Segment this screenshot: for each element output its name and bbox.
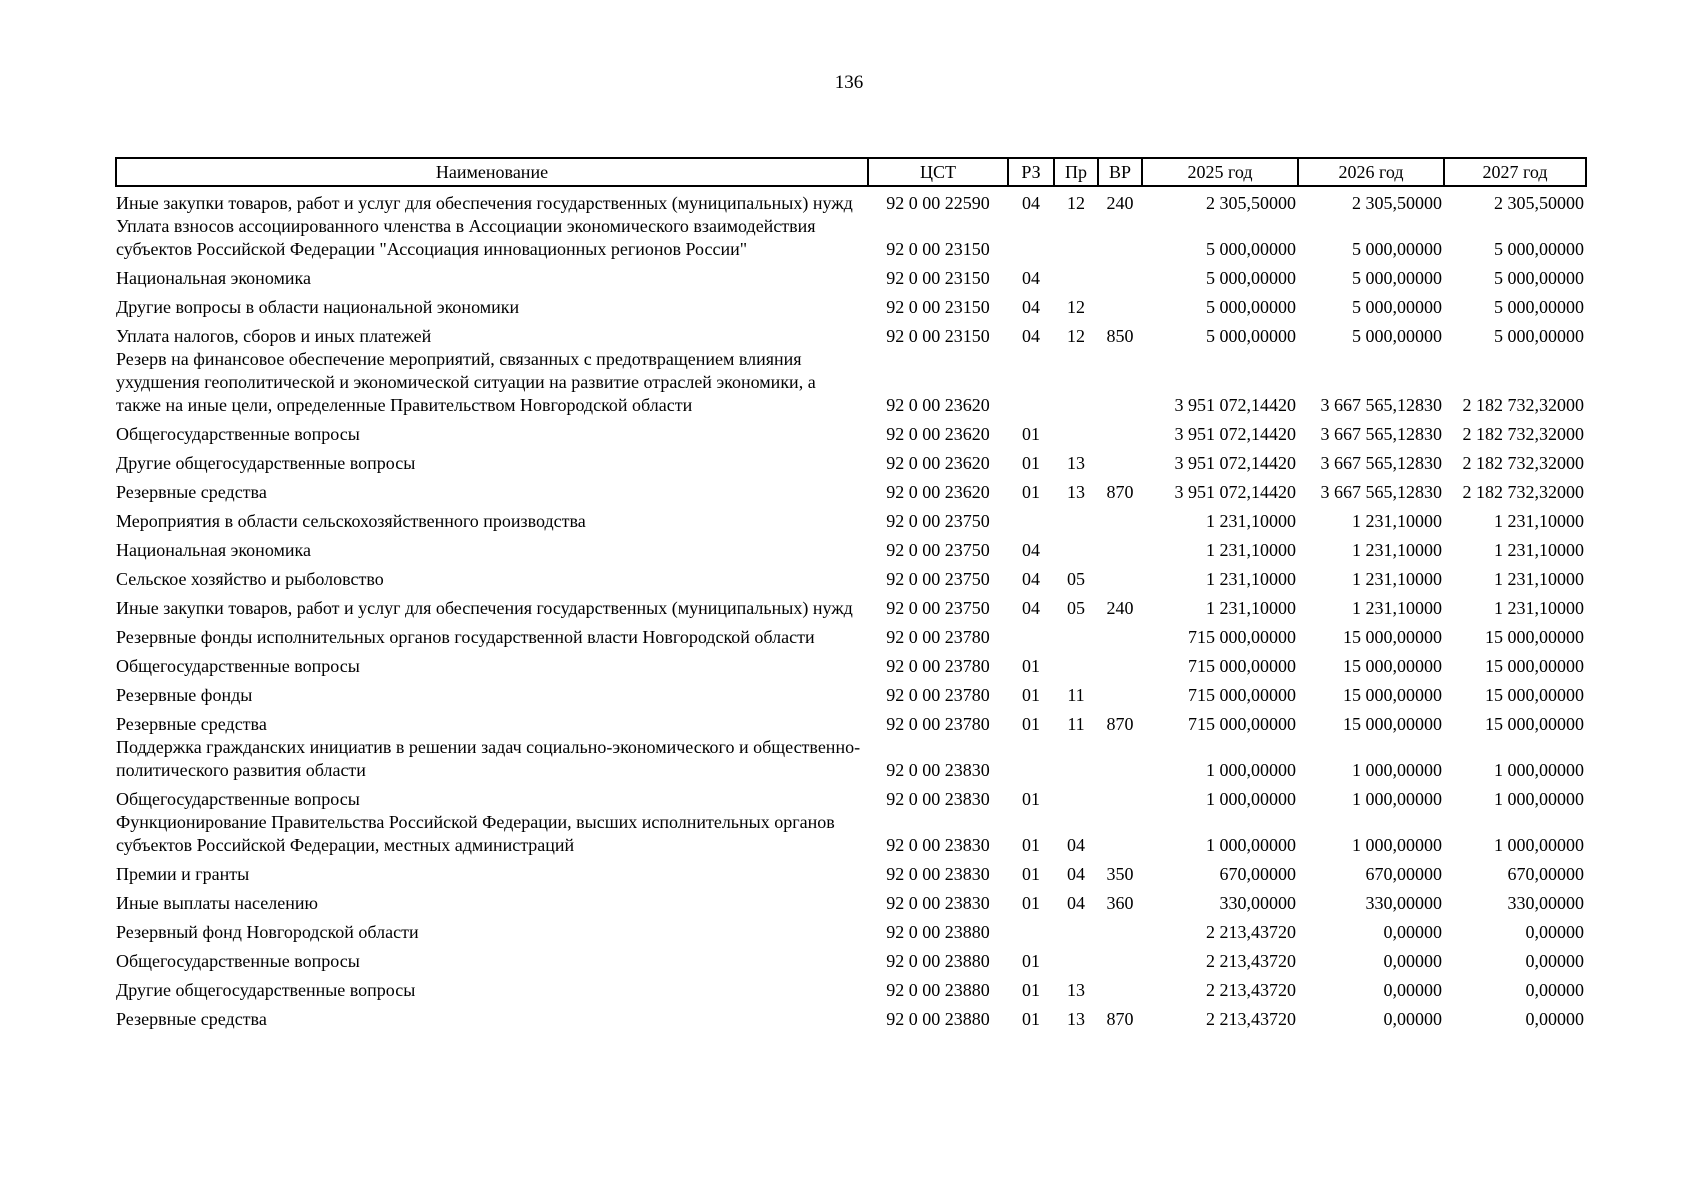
- cell-vr: 870: [1106, 714, 1134, 734]
- table-row: [116, 973, 1586, 1002]
- cell-y2025: 715 000,00000: [1188, 714, 1296, 734]
- cell-y2025: 1 000,00000: [1206, 760, 1296, 780]
- cell-y2026: 1 231,10000: [1352, 540, 1442, 560]
- cell-vr: [1098, 533, 1142, 562]
- cell-pr: 13: [1067, 980, 1085, 1000]
- cell-vr: 870: [1106, 1009, 1134, 1029]
- header-cst: ЦСТ: [868, 158, 1008, 186]
- cell-rz: [1008, 736, 1054, 782]
- cell-cst: 92 0 00 23150: [886, 268, 990, 288]
- cell-name: Сельское хозяйство и рыболовство: [116, 569, 384, 589]
- cell-vr: [1098, 446, 1142, 475]
- cell-pr: 13: [1067, 482, 1085, 502]
- cell-y2025: 670,00000: [1219, 864, 1296, 884]
- cell-vr: [1098, 261, 1142, 290]
- cell-pr: [1054, 736, 1098, 782]
- cell-pr: 13: [1067, 1009, 1085, 1029]
- cell-y2027: 5 000,00000: [1494, 239, 1584, 259]
- cell-rz: [1008, 348, 1054, 417]
- cell-y2025: 5 000,00000: [1206, 268, 1296, 288]
- cell-vr: 240: [1106, 598, 1134, 618]
- cell-cst: 92 0 00 23880: [886, 980, 990, 1000]
- cell-y2027: 1 231,10000: [1494, 598, 1584, 618]
- cell-y2027: 2 182 732,32000: [1462, 424, 1584, 444]
- cell-y2026: 1 000,00000: [1352, 789, 1442, 809]
- header-rz: РЗ: [1008, 158, 1054, 186]
- cell-cst: 92 0 00 23750: [886, 598, 990, 618]
- cell-y2027: 5 000,00000: [1494, 297, 1584, 317]
- cell-cst: 92 0 00 22590: [886, 193, 990, 213]
- cell-y2027: 1 231,10000: [1494, 540, 1584, 560]
- cell-name: Общегосударственные вопросы: [116, 424, 360, 444]
- table-body: [116, 186, 1586, 1031]
- cell-y2026: 670,00000: [1365, 864, 1442, 884]
- cell-name: Мероприятия в области сельскохозяйственного производства: [116, 511, 586, 531]
- cell-y2025: 2 213,43720: [1206, 951, 1296, 971]
- cell-vr: [1098, 736, 1142, 782]
- cell-name: Национальная экономика: [116, 540, 311, 560]
- table-row: [116, 186, 1586, 215]
- cell-name: Другие общегосударственные вопросы: [116, 980, 416, 1000]
- cell-vr: 240: [1106, 193, 1134, 213]
- table-row: [116, 707, 1586, 736]
- cell-pr: 13: [1067, 453, 1085, 473]
- cell-y2026: 15 000,00000: [1343, 685, 1442, 705]
- cell-rz: [1008, 915, 1054, 944]
- table-row: [116, 261, 1586, 290]
- cell-y2026: 3 667 565,12830: [1320, 395, 1442, 415]
- cell-cst: 92 0 00 23830: [886, 835, 990, 855]
- cell-pr: 12: [1067, 297, 1085, 317]
- cell-y2026: 5 000,00000: [1352, 326, 1442, 346]
- cell-pr: [1054, 620, 1098, 649]
- header-2027: 2027 год: [1444, 158, 1586, 186]
- cell-y2025: 5 000,00000: [1206, 326, 1296, 346]
- cell-vr: [1098, 678, 1142, 707]
- cell-y2027: 1 231,10000: [1494, 511, 1584, 531]
- cell-rz: 01: [1022, 656, 1040, 676]
- cell-y2027: 15 000,00000: [1485, 627, 1584, 647]
- table-row: [116, 736, 1586, 782]
- cell-y2026: 1 231,10000: [1352, 511, 1442, 531]
- cell-y2025: 3 951 072,14420: [1174, 424, 1296, 444]
- cell-y2026: 5 000,00000: [1352, 268, 1442, 288]
- cell-y2027: 1 000,00000: [1494, 760, 1584, 780]
- page-number: 136: [834, 72, 864, 93]
- cell-pr: 05: [1067, 569, 1085, 589]
- cell-cst: 92 0 00 23830: [886, 864, 990, 884]
- cell-y2026: 5 000,00000: [1352, 239, 1442, 259]
- cell-pr: 12: [1067, 326, 1085, 346]
- table-row: [116, 475, 1586, 504]
- cell-rz: 04: [1022, 193, 1040, 213]
- cell-cst: 92 0 00 23150: [886, 239, 990, 259]
- budget-table: [115, 157, 1587, 1031]
- cell-vr: 870: [1106, 482, 1134, 502]
- table-row: [116, 811, 1586, 857]
- table-row: [116, 215, 1586, 261]
- table-row: [116, 504, 1586, 533]
- cell-vr: [1098, 782, 1142, 811]
- cell-y2025: 330,00000: [1219, 893, 1296, 913]
- cell-y2026: 3 667 565,12830: [1320, 453, 1442, 473]
- cell-vr: [1098, 973, 1142, 1002]
- cell-rz: 01: [1022, 980, 1040, 1000]
- cell-y2025: 715 000,00000: [1188, 627, 1296, 647]
- cell-rz: [1008, 620, 1054, 649]
- table-header: [116, 158, 1586, 186]
- table-row: [116, 1002, 1586, 1031]
- cell-name: Общегосударственные вопросы: [116, 789, 360, 809]
- cell-y2026: 15 000,00000: [1343, 627, 1442, 647]
- cell-y2027: 5 000,00000: [1494, 268, 1584, 288]
- cell-y2027: 15 000,00000: [1485, 714, 1584, 734]
- cell-y2025: 1 231,10000: [1206, 511, 1296, 531]
- cell-cst: 92 0 00 23780: [886, 627, 990, 647]
- cell-name: Уплата взносов ассоциированного членства в Ассоциации экономического взаимодействия субъектов Российской Федерации "Ассоциация инновационных регионов России": [116, 216, 816, 259]
- cell-rz: 04: [1022, 540, 1040, 560]
- cell-rz: 01: [1022, 424, 1040, 444]
- cell-y2025: 5 000,00000: [1206, 239, 1296, 259]
- cell-y2027: 15 000,00000: [1485, 656, 1584, 676]
- cell-name: Резервные средства: [116, 714, 267, 734]
- cell-pr: [1054, 533, 1098, 562]
- cell-pr: [1054, 504, 1098, 533]
- cell-vr: [1098, 944, 1142, 973]
- cell-name: Уплата налогов, сборов и иных платежей: [116, 326, 432, 346]
- cell-name: Иные закупки товаров, работ и услуг для обеспечения государственных (муниципальных) нужд: [116, 193, 853, 213]
- cell-y2027: 15 000,00000: [1485, 685, 1584, 705]
- cell-y2025: 1 231,10000: [1206, 540, 1296, 560]
- cell-pr: 04: [1067, 835, 1085, 855]
- cell-rz: 04: [1022, 297, 1040, 317]
- cell-y2025: 2 213,43720: [1206, 922, 1296, 942]
- cell-y2026: 15 000,00000: [1343, 714, 1442, 734]
- cell-cst: 92 0 00 23750: [886, 540, 990, 560]
- cell-y2025: 1 231,10000: [1206, 598, 1296, 618]
- cell-pr: [1054, 417, 1098, 446]
- cell-name: Иные закупки товаров, работ и услуг для обеспечения государственных (муниципальных) нужд: [116, 598, 853, 618]
- cell-pr: 04: [1067, 864, 1085, 884]
- header-vr: ВР: [1098, 158, 1142, 186]
- cell-rz: [1008, 504, 1054, 533]
- cell-rz: 01: [1022, 482, 1040, 502]
- cell-rz: 04: [1022, 268, 1040, 288]
- cell-y2025: 2 305,50000: [1206, 193, 1296, 213]
- cell-cst: 92 0 00 23830: [886, 893, 990, 913]
- cell-name: Резервные средства: [116, 1009, 267, 1029]
- cell-pr: 12: [1067, 193, 1085, 213]
- cell-y2026: 0,00000: [1383, 951, 1442, 971]
- cell-name: Премии и гранты: [116, 864, 250, 884]
- cell-name: Резервные средства: [116, 482, 267, 502]
- cell-cst: 92 0 00 23150: [886, 297, 990, 317]
- cell-vr: [1098, 649, 1142, 678]
- cell-rz: 04: [1022, 326, 1040, 346]
- cell-vr: [1098, 504, 1142, 533]
- cell-name: Функционирование Правительства Российской Федерации, высших исполнительных органов субъектов Российской Федерации, местных администраций: [116, 812, 835, 855]
- cell-pr: 11: [1067, 685, 1085, 705]
- cell-y2026: 3 667 565,12830: [1320, 482, 1442, 502]
- cell-cst: 92 0 00 23750: [886, 569, 990, 589]
- cell-pr: 11: [1067, 714, 1085, 734]
- cell-rz: 01: [1022, 893, 1040, 913]
- cell-cst: 92 0 00 23880: [886, 1009, 990, 1029]
- cell-vr: 360: [1106, 893, 1134, 913]
- cell-y2025: 715 000,00000: [1188, 685, 1296, 705]
- cell-y2026: 5 000,00000: [1352, 297, 1442, 317]
- cell-y2025: 3 951 072,14420: [1174, 453, 1296, 473]
- cell-rz: [1008, 215, 1054, 261]
- cell-y2026: 3 667 565,12830: [1320, 424, 1442, 444]
- cell-y2027: 670,00000: [1507, 864, 1584, 884]
- cell-cst: 92 0 00 23780: [886, 656, 990, 676]
- cell-y2025: 5 000,00000: [1206, 297, 1296, 317]
- header-name: Наименование: [116, 158, 868, 186]
- header-pr: Пр: [1054, 158, 1098, 186]
- cell-y2027: 2 182 732,32000: [1462, 453, 1584, 473]
- cell-name: Поддержка гражданских инициатив в решении задач социально-экономического и общественно-политического развития области: [116, 737, 861, 780]
- cell-y2025: 2 213,43720: [1206, 980, 1296, 1000]
- cell-name: Иные выплаты населению: [116, 893, 318, 913]
- cell-pr: [1054, 261, 1098, 290]
- cell-name: Другие вопросы в области национальной экономики: [116, 297, 520, 317]
- cell-rz: 01: [1022, 685, 1040, 705]
- table-row: [116, 886, 1586, 915]
- cell-cst: 92 0 00 23750: [886, 511, 990, 531]
- cell-name: Резервные фонды исполнительных органов государственной власти Новгородской области: [116, 627, 815, 647]
- cell-pr: [1054, 215, 1098, 261]
- table-row: [116, 417, 1586, 446]
- cell-name: Национальная экономика: [116, 268, 311, 288]
- cell-pr: 05: [1067, 598, 1085, 618]
- cell-cst: 92 0 00 23880: [886, 951, 990, 971]
- cell-vr: [1098, 562, 1142, 591]
- cell-y2025: 1 231,10000: [1206, 569, 1296, 589]
- cell-cst: 92 0 00 23620: [886, 482, 990, 502]
- cell-cst: 92 0 00 23620: [886, 395, 990, 415]
- table-row: [116, 857, 1586, 886]
- cell-y2026: 1 231,10000: [1352, 598, 1442, 618]
- table-row: [116, 562, 1586, 591]
- cell-y2026: 0,00000: [1383, 922, 1442, 942]
- cell-vr: 350: [1106, 864, 1134, 884]
- cell-rz: 01: [1022, 835, 1040, 855]
- cell-pr: 04: [1067, 893, 1085, 913]
- cell-y2026: 0,00000: [1383, 1009, 1442, 1029]
- cell-vr: [1098, 620, 1142, 649]
- cell-name: Общегосударственные вопросы: [116, 951, 360, 971]
- cell-y2027: 2 305,50000: [1494, 193, 1584, 213]
- cell-rz: 01: [1022, 789, 1040, 809]
- cell-cst: 92 0 00 23150: [886, 326, 990, 346]
- cell-y2026: 1 000,00000: [1352, 760, 1442, 780]
- cell-cst: 92 0 00 23830: [886, 789, 990, 809]
- cell-pr: [1054, 782, 1098, 811]
- cell-rz: 01: [1022, 453, 1040, 473]
- cell-vr: [1098, 915, 1142, 944]
- cell-y2027: 5 000,00000: [1494, 326, 1584, 346]
- cell-pr: [1054, 944, 1098, 973]
- cell-y2026: 0,00000: [1383, 980, 1442, 1000]
- cell-y2027: 1 231,10000: [1494, 569, 1584, 589]
- cell-y2025: 1 000,00000: [1206, 789, 1296, 809]
- table-row: [116, 915, 1586, 944]
- table-row: [116, 620, 1586, 649]
- cell-pr: [1054, 649, 1098, 678]
- cell-y2026: 2 305,50000: [1352, 193, 1442, 213]
- cell-cst: 92 0 00 23620: [886, 453, 990, 473]
- cell-name: Общегосударственные вопросы: [116, 656, 360, 676]
- cell-rz: 04: [1022, 598, 1040, 618]
- cell-y2027: 1 000,00000: [1494, 789, 1584, 809]
- cell-y2027: 0,00000: [1525, 980, 1584, 1000]
- cell-y2027: 0,00000: [1525, 922, 1584, 942]
- cell-vr: [1098, 215, 1142, 261]
- table-row: [116, 944, 1586, 973]
- cell-vr: [1098, 811, 1142, 857]
- table-row: [116, 446, 1586, 475]
- table-row: [116, 290, 1586, 319]
- cell-name: Резервные фонды: [116, 685, 253, 705]
- cell-y2026: 330,00000: [1365, 893, 1442, 913]
- cell-y2025: 3 951 072,14420: [1174, 482, 1296, 502]
- cell-vr: [1098, 290, 1142, 319]
- cell-y2027: 1 000,00000: [1494, 835, 1584, 855]
- cell-cst: 92 0 00 23620: [886, 424, 990, 444]
- cell-name: Другие общегосударственные вопросы: [116, 453, 416, 473]
- table-row: [116, 678, 1586, 707]
- header-2025: 2025 год: [1142, 158, 1298, 186]
- cell-name: Резерв на финансовое обеспечение мероприятий, связанных с предотвращением влияния ухудшения геополитической и экономической ситуации на развитие отраслей экономики, а также на иные цели, определенные Правительством Новгородской области: [116, 349, 816, 415]
- table-row: [116, 782, 1586, 811]
- cell-y2027: 2 182 732,32000: [1462, 395, 1584, 415]
- cell-cst: 92 0 00 23830: [886, 760, 990, 780]
- cell-vr: 850: [1106, 326, 1134, 346]
- cell-y2027: 0,00000: [1525, 951, 1584, 971]
- cell-y2025: 3 951 072,14420: [1174, 395, 1296, 415]
- cell-cst: 92 0 00 23780: [886, 714, 990, 734]
- cell-rz: 01: [1022, 951, 1040, 971]
- cell-cst: 92 0 00 23780: [886, 685, 990, 705]
- cell-y2027: 0,00000: [1525, 1009, 1584, 1029]
- cell-y2027: 330,00000: [1507, 893, 1584, 913]
- cell-rz: 01: [1022, 864, 1040, 884]
- cell-cst: 92 0 00 23880: [886, 922, 990, 942]
- cell-y2026: 1 231,10000: [1352, 569, 1442, 589]
- cell-pr: [1054, 348, 1098, 417]
- table-row: [116, 319, 1586, 348]
- cell-name: Резервный фонд Новгородской области: [116, 922, 419, 942]
- cell-y2025: 715 000,00000: [1188, 656, 1296, 676]
- cell-rz: 01: [1022, 1009, 1040, 1029]
- cell-y2025: 2 213,43720: [1206, 1009, 1296, 1029]
- cell-y2026: 15 000,00000: [1343, 656, 1442, 676]
- cell-vr: [1098, 348, 1142, 417]
- cell-pr: [1054, 915, 1098, 944]
- cell-y2027: 2 182 732,32000: [1462, 482, 1584, 502]
- cell-y2026: 1 000,00000: [1352, 835, 1442, 855]
- cell-rz: 01: [1022, 714, 1040, 734]
- table-row: [116, 348, 1586, 417]
- cell-y2025: 1 000,00000: [1206, 835, 1296, 855]
- cell-vr: [1098, 417, 1142, 446]
- cell-rz: 04: [1022, 569, 1040, 589]
- table-row: [116, 591, 1586, 620]
- table-row: [116, 649, 1586, 678]
- table-row: [116, 533, 1586, 562]
- header-2026: 2026 год: [1298, 158, 1444, 186]
